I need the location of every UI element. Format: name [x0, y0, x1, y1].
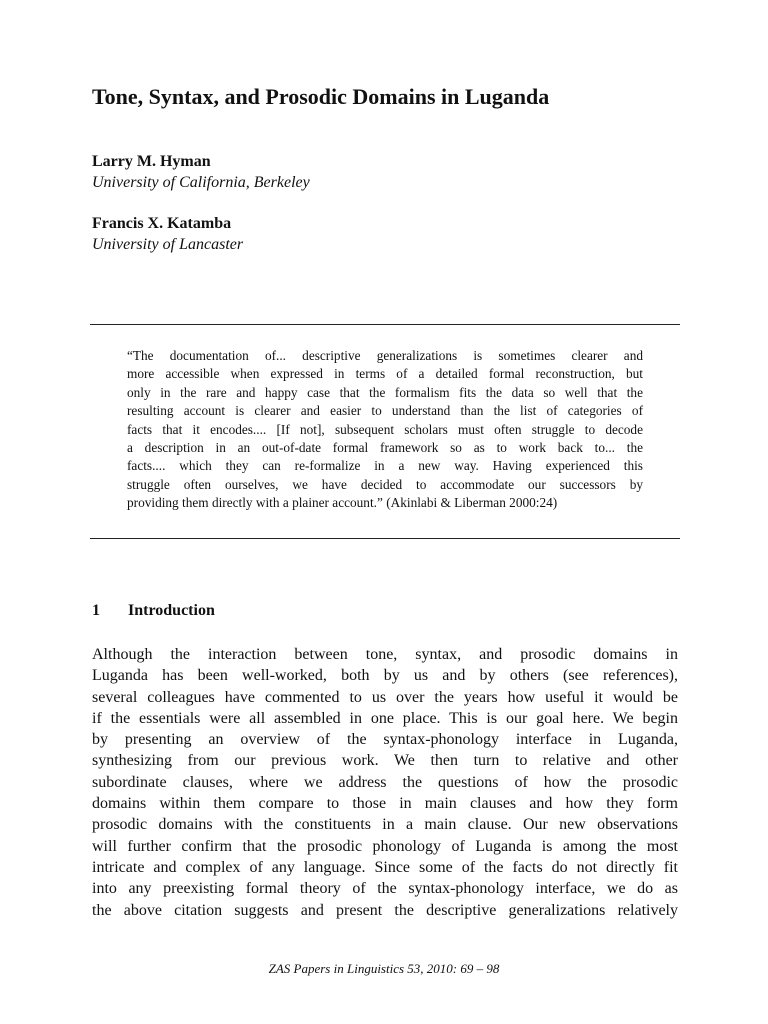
- epigraph-line: more accessible when expressed in terms of a detailed formal reconstruction, but: [127, 366, 643, 382]
- page-footer: ZAS Papers in Linguistics 53, 2010: 69 – 98: [268, 961, 500, 976]
- body-line: intricate and complex of any language. Since some of the facts do not directly fit: [92, 858, 678, 876]
- section-heading: [92, 602, 215, 620]
- section-number: 1: [92, 602, 100, 619]
- body-line: domains within them compare to those in main clauses and how they form: [92, 795, 678, 813]
- author-affiliation: University of California, Berkeley: [92, 174, 310, 191]
- body-line: if the essentials were all assembled in one place. This is our goal here. We begin: [92, 709, 678, 727]
- body-line: by presenting an overview of the syntax-phonology interface in Luganda,: [92, 731, 678, 749]
- epigraph-line: facts.... which they can re-formalize in a new way. Having experienced this: [127, 458, 643, 474]
- epigraph-line: “The documentation of... descriptive generalizations is sometimes clearer and: [127, 348, 643, 363]
- body-line: subordinate clauses, where we address the questions of how the prosodic: [92, 773, 678, 791]
- body-line: synthesizing from our previous work. We then turn to relative and other: [92, 752, 678, 770]
- epigraph-line: providing them directly with a plainer account.” (Akinlabi & Liberman 2000:24): [127, 495, 558, 511]
- epigraph-bottom-rule: [90, 538, 680, 539]
- paper-title: Tone, Syntax, and Prosodic Domains in Luganda: [92, 84, 550, 109]
- body-line: into any preexisting formal theory of the syntax-phonology interface, we do as: [92, 880, 678, 898]
- body-line: several colleagues have commented to us over the years how useful it would be: [92, 688, 678, 706]
- epigraph-line: only in the rare and happy case that the formalism fits the data so well that the: [127, 384, 643, 400]
- epigraph-line: resulting account is clearer and easier to understand than the list of categories of: [127, 403, 643, 419]
- epigraph-top-rule: [90, 324, 680, 325]
- author-name: Francis X. Katamba: [92, 215, 232, 232]
- epigraph-line: a description in an out-of-date formal framework so as to work back to... the: [127, 439, 643, 455]
- section-title: Introduction: [128, 602, 215, 619]
- epigraph-line: struggle often ourselves, we have decided to accommodate our successors by: [127, 476, 643, 492]
- author-affiliation: University of Lancaster: [92, 236, 244, 253]
- epigraph-line: facts that it encodes.... [If not], subsequent scholars must often struggle to decode: [127, 421, 643, 437]
- body-line: the above citation suggests and present the descriptive generalizations relatively: [92, 901, 678, 919]
- body-line: Although the interaction between tone, syntax, and prosodic domains in: [92, 646, 678, 663]
- body-line: Luganda has been well-worked, both by us and by others (see references),: [92, 667, 678, 685]
- body-line: will further confirm that the prosodic phonology of Luganda is among the most: [92, 837, 678, 855]
- author-name: Larry M. Hyman: [92, 153, 211, 170]
- body-paragraph: [92, 644, 678, 921]
- body-line: prosodic domains with the constituents in a main clause. Our new observations: [92, 816, 678, 834]
- epigraph-quote: [127, 347, 643, 513]
